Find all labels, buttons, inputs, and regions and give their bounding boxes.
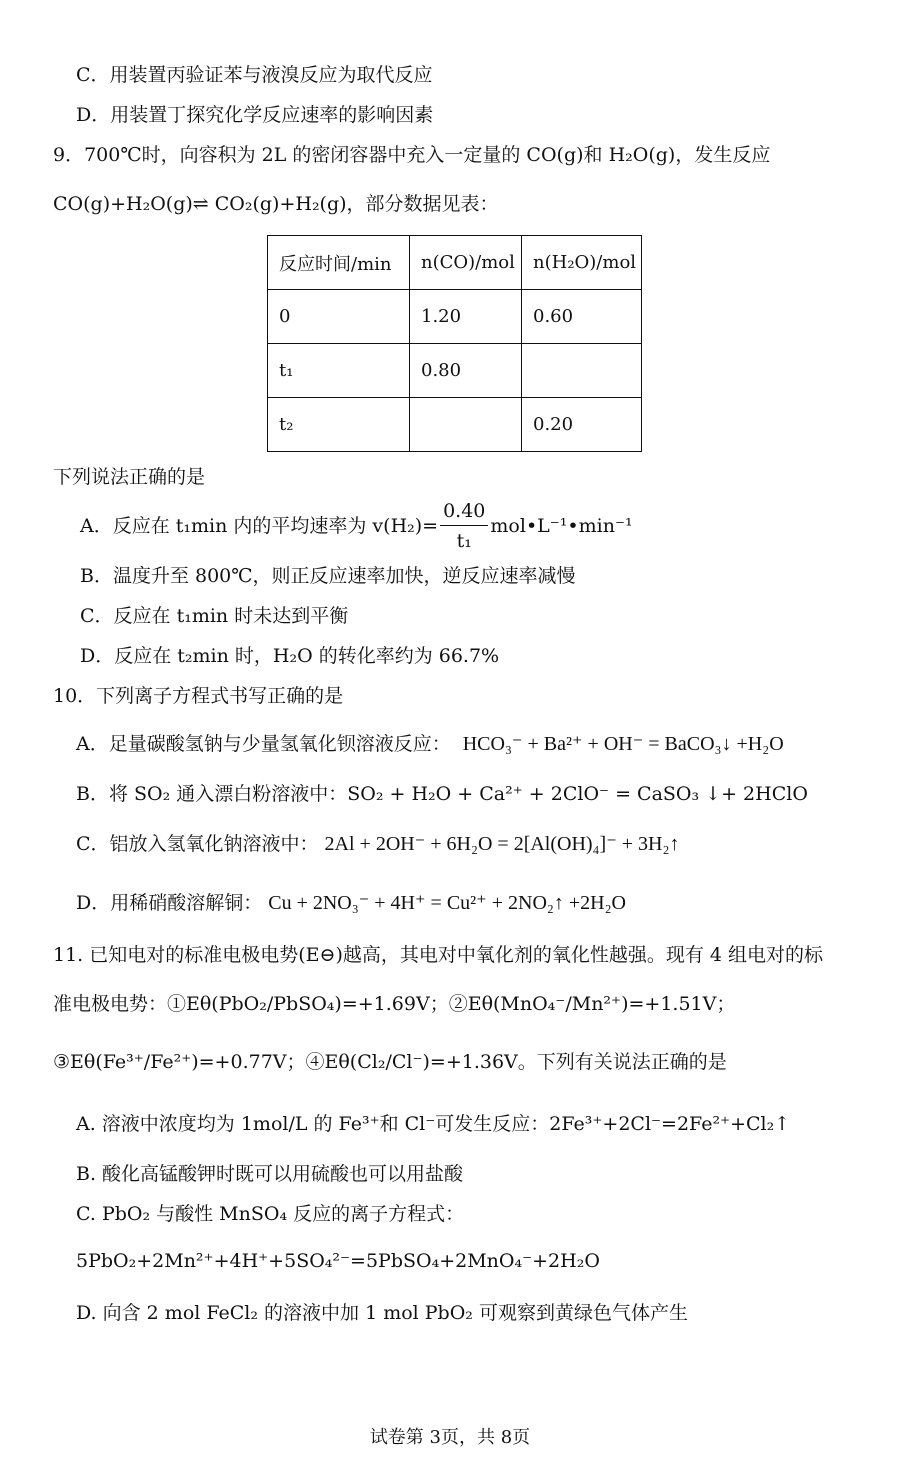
q11-option-b: B. 酸化高锰酸钾时既可以用硫酸也可以用盐酸 xyxy=(76,1163,464,1185)
q10-stem: 10．下列离子方程式书写正确的是 xyxy=(53,685,344,707)
fraction-denominator: t₁ xyxy=(456,529,472,552)
q10-option-c-equation: 2Al + 2OH⁻ + 6H₂O = 2[Al(OH)₄]⁻ + 3H₂↑ xyxy=(324,833,680,855)
q9-option-d: D．反应在 t₂min 时，H₂O 的转化率约为 66.7% xyxy=(80,645,500,667)
q9-prompt: 下列说法正确的是 xyxy=(53,466,206,488)
q11-stem-line2: 准电极电势：①Eθ(PbO₂/PbSO₄)=+1.69V；②Eθ(MnO₄⁻/Mn²⁺)=+1.51V； xyxy=(53,993,736,1015)
table-cell: t₁ xyxy=(268,344,410,398)
table-cell: 0 xyxy=(268,290,410,344)
page-footer: 试卷第 3页，共 8页 xyxy=(369,1427,531,1448)
table-cell: 1.20 xyxy=(410,290,522,344)
q11-option-d: D. 向含 2 mol FeCl₂ 的溶液中加 1 mol PbO₂ 可观察到黄绿色气体产生 xyxy=(76,1302,688,1324)
q9-option-a-text: A．反应在 t₁min 内的平均速率为 v(H₂)= xyxy=(80,514,439,537)
q10-option-c-text: C．铝放入氢氧化钠溶液中： xyxy=(76,833,319,855)
q10-option-c xyxy=(76,832,679,856)
q9-option-b: B．温度升至 800℃，则正反应速率加快，逆反应速率减慢 xyxy=(80,565,576,587)
q10-option-d xyxy=(76,891,626,915)
q10-option-b xyxy=(76,783,808,806)
q10-option-d-equation: Cu + 2NO₃⁻ + 4H⁺ = Cu²⁺ + 2NO₂↑ +2H₂O xyxy=(268,892,626,914)
q11-stem-line1: 11. 已知电对的标准电极电势(E⊖)越高，其电对中氧化剂的氧化性越强。现有 4 组电对的标 xyxy=(53,944,824,966)
q10-option-b-text: B．将 SO₂ 通入漂白粉溶液中： xyxy=(76,783,348,805)
q11-option-a: A. 溶液中浓度均为 1mol/L 的 Fe³⁺和 Cl⁻可发生反应：2Fe³⁺+2Cl⁻=2Fe²⁺+Cl₂↑ xyxy=(76,1113,791,1135)
table-cell: t₂ xyxy=(268,398,410,452)
rate-unit: mol•L⁻¹•min⁻¹ xyxy=(490,514,633,537)
q9-stem-line2: CO(g)+H₂O(g)⇌ CO₂(g)+H₂(g)，部分数据见表： xyxy=(53,193,499,215)
fraction-numerator: 0.40 xyxy=(440,500,488,526)
q9-data-table xyxy=(267,235,642,452)
table-cell: 0.80 xyxy=(410,344,522,398)
q10-option-a-equation: HCO₃⁻ + Ba²⁺ + OH⁻ = BaCO₃↓ +H₂O xyxy=(462,733,784,755)
table-cell xyxy=(410,398,522,452)
q9-option-c: C．反应在 t₁min 时未达到平衡 xyxy=(80,605,349,627)
table-header-cell: n(CO)/mol xyxy=(410,236,522,290)
q10-option-a-text: A．足量碳酸氢钠与少量氢氧化钡溶液反应： xyxy=(76,733,451,755)
table-cell xyxy=(522,344,642,398)
table-header-cell: n(H₂O)/mol xyxy=(522,236,642,290)
table-row xyxy=(268,290,642,344)
q11-option-c: C. PbO₂ 与酸性 MnSO₄ 反应的离子方程式： xyxy=(76,1203,465,1225)
table-cell: 0.60 xyxy=(522,290,642,344)
rate-fraction xyxy=(440,500,488,553)
q8-option-d: D．用装置丁探究化学反应速率的影响因素 xyxy=(76,104,434,126)
table-row xyxy=(268,398,642,452)
q9-option-a xyxy=(80,500,633,553)
q10-option-d-text: D．用稀硝酸溶解铜： xyxy=(76,892,263,914)
table-header-row xyxy=(268,236,642,290)
table-cell: 0.20 xyxy=(522,398,642,452)
q11-option-c-equation: 5PbO₂+2Mn²⁺+4H⁺+5SO₄²⁻=5PbSO₄+2MnO₄⁻+2H₂O xyxy=(76,1250,600,1272)
q10-option-a xyxy=(76,732,784,756)
q9-stem-line1: 9．700℃时，向容积为 2L 的密闭容器中充入一定量的 CO(g)和 H₂O(g)，发生反应 xyxy=(53,144,771,166)
table-row xyxy=(268,344,642,398)
table-header-cell: 反应时间/min xyxy=(268,236,410,290)
q10-option-b-equation: SO₂ + H₂O + Ca²⁺ + 2ClO⁻ = CaSO₃ ↓+ 2HClO xyxy=(347,783,808,805)
q11-stem-line3: ③Eθ(Fe³⁺/Fe²⁺)=+0.77V；④Eθ(Cl₂/Cl⁻)=+1.36V。下列有关说法正确的是 xyxy=(53,1051,727,1073)
q8-option-c: C．用装置丙验证苯与液溴反应为取代反应 xyxy=(76,64,433,86)
